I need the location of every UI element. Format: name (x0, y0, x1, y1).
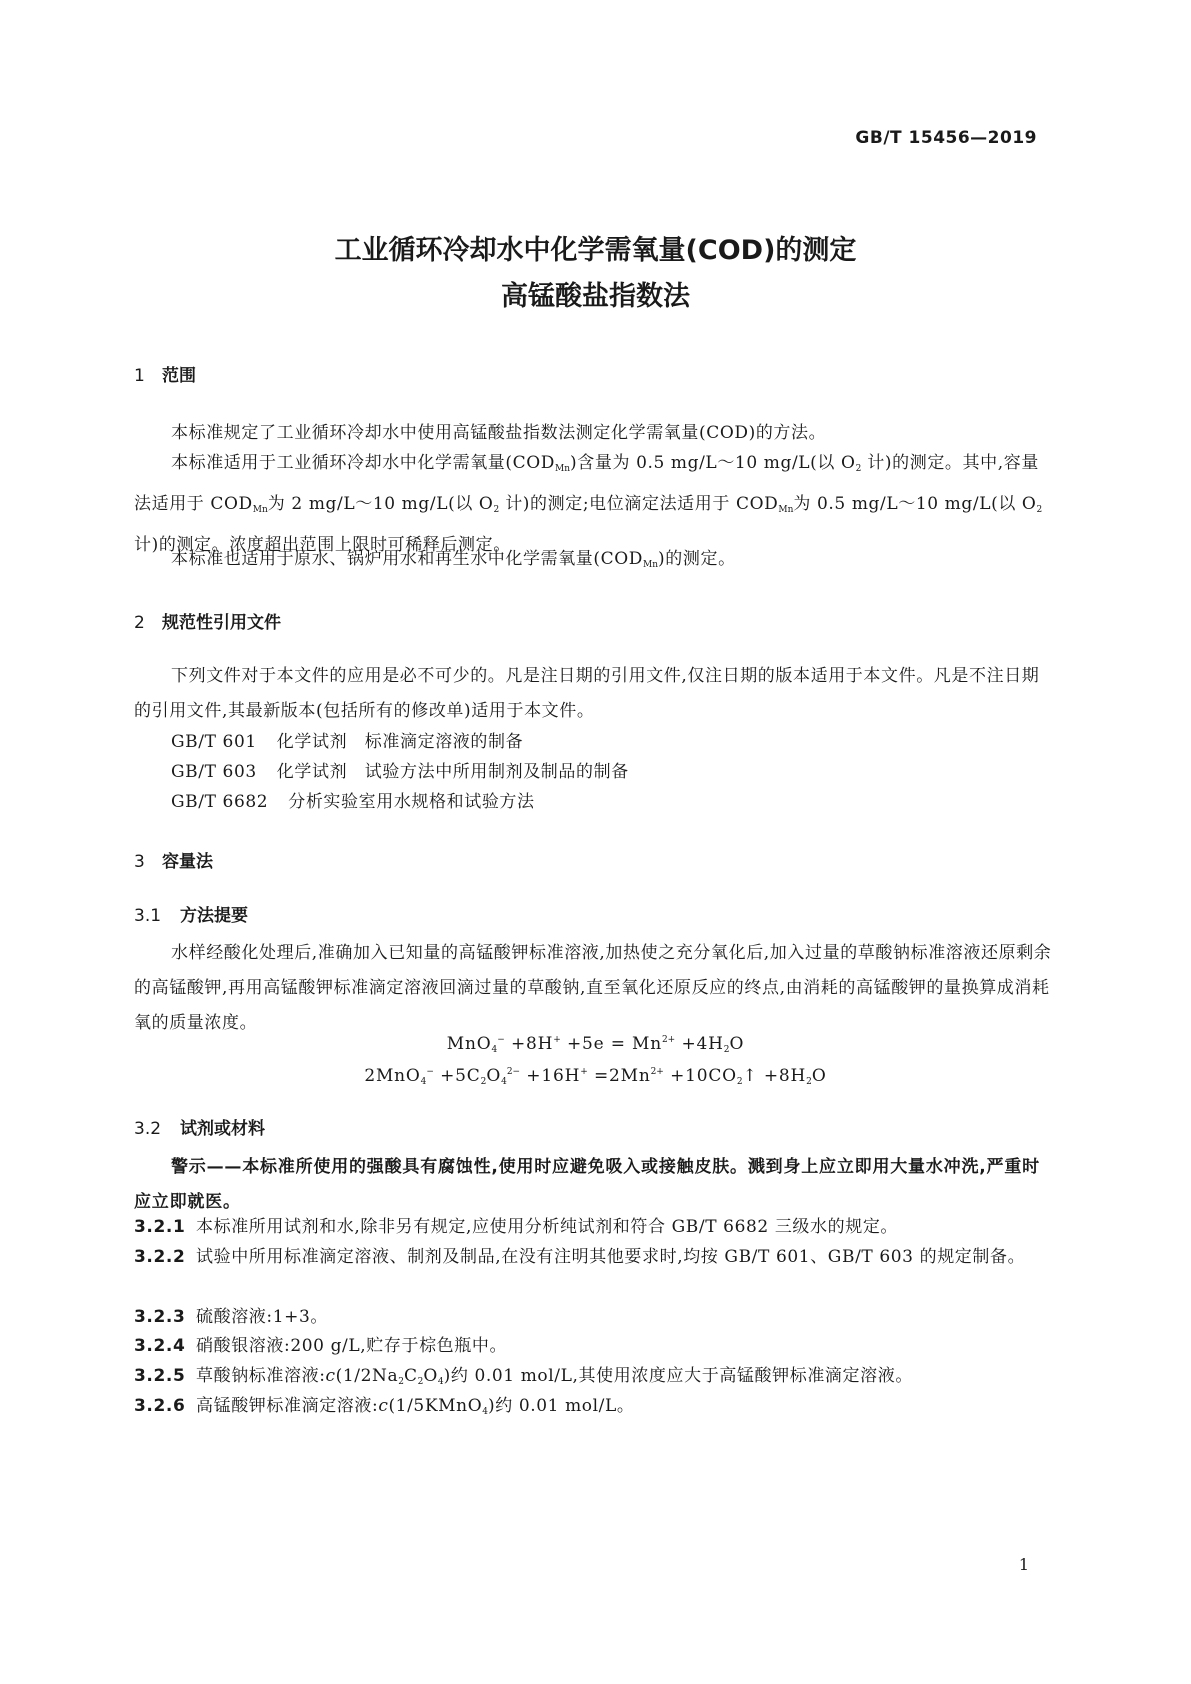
reference-item: GB/T 603 化学试剂 试验方法中所用制剂及制品的制备 (171, 762, 629, 782)
clause-3-2-6: 3.2.6 高锰酸钾标准滴定溶液:c(1/5KMnO$_4$)约 0.01 mol/L。 (134, 1396, 635, 1417)
section-1-paragraph-1: 本标准规定了工业循环冷却水中使用高锰酸盐指数法测定化学需氧量(COD)的方法。 (171, 423, 827, 443)
subsection-3-2-heading (134, 1114, 265, 1139)
section-2-heading (134, 608, 281, 633)
section-number: 3.2 (134, 1119, 162, 1139)
section-title: 容量法 (162, 852, 213, 872)
clause-3-2-2: 3.2.2 试验中所用标准滴定溶液、制剂及制品,在没有注明其他要求时,均按 GB/T 601、GB/T 603 的规定制备。 (134, 1247, 1026, 1267)
clause-3-2-4: 3.2.4 硝酸银溶液:200 g/L,贮存于棕色瓶中。 (134, 1336, 508, 1356)
section-number: 2 (134, 613, 145, 633)
section-title: 范围 (162, 366, 196, 386)
section-1-heading (134, 361, 196, 386)
section-title: 规范性引用文件 (162, 613, 281, 633)
section-number: 3 (134, 852, 145, 872)
title-line-1: 工业循环冷却水中化学需氧量(COD)的测定 (334, 235, 857, 266)
equation-2: $2MnO_4^- +5C_2O_4^{2-} +16H^+ =2Mn^{2+}$ $+10CO_2↑ +8H_2O$ (364, 1066, 827, 1087)
method-summary-paragraph: 水样经酸化处理后,准确加入已知量的高锰酸钾标准溶液,加热使之充分氧化后,加入过量的草酸钠标准溶液还原剩余的高锰酸钾,再用高锰酸钾标准滴定溶液回滴过量的草酸钠,直至氧化还原反应的终点,由消耗的高锰酸钾的量换算成消耗氧的质量浓度。 (134, 943, 1052, 1033)
title-line-2: 高锰酸盐指数法 (501, 281, 690, 312)
subsection-3-1-heading (134, 901, 248, 926)
section-1-paragraph-2: 本标准适用于工业循环冷却水中化学需氧量$(COD_{Mn})$含量为 0.5 mg/L～10 mg/L(以 $O_2$ 计)的测定。其中,容量法适用于 $COD_{Mn}$为 2 mg/L～10 mg/L(以 $O_2$ 计)的测定;电位滴定法适用于 $COD_{Mn}$为 0.5 mg/L～10 mg/L(以 $O_2$ 计)的测定。浓度超出范围上限时可稀释后测定。 (134, 453, 1043, 555)
clause-3-2-3: 3.2.3 硫酸溶液:1+3。 (134, 1307, 329, 1327)
standard-number: GB/T 15456—2019 (855, 128, 1037, 148)
reference-item: GB/T 601 化学试剂 标准滴定溶液的制备 (171, 732, 524, 752)
section-3-heading (134, 847, 213, 872)
section-number: 3.1 (134, 906, 162, 926)
reference-item: GB/T 6682 分析实验室用水规格和试验方法 (171, 792, 535, 812)
clause-3-2-1: 3.2.1 本标准所用试剂和水,除非另有规定,应使用分析纯试剂和符合 GB/T 6682 三级水的规定。 (134, 1217, 899, 1237)
section-1-paragraph-3: 本标准也适用于原水、锅炉用水和再生水中化学需氧量$(COD_{Mn})$的测定。 (171, 549, 736, 570)
section-2-paragraph-1: 下列文件对于本文件的应用是必不可少的。凡是注日期的引用文件,仅注日期的版本适用于本文件。凡是不注日期的引用文件,其最新版本(包括所有的修改单)适用于本文件。 (134, 666, 1040, 721)
equation-1: $MnO_4^- +8H^+ +5e = Mn^{2+} +4H_2O$ (446, 1034, 745, 1055)
section-title: 方法提要 (180, 906, 248, 926)
document-title (0, 228, 1191, 320)
page-number: 1 (1018, 1555, 1029, 1574)
section-title: 试剂或材料 (180, 1119, 265, 1139)
clause-3-2-5: 3.2.5 草酸钠标准溶液$:c(1/2Na_2C_2O_4)$约 0.01 mol/L,其使用浓度应大于高锰酸钾标准滴定溶液。 (134, 1366, 913, 1387)
section-number: 1 (134, 366, 145, 386)
warning-paragraph: 警示——本标准所使用的强酸具有腐蚀性,使用时应避免吸入或接触皮肤。溅到身上应立即用大量水冲洗,严重时应立即就医。 (134, 1157, 1040, 1212)
